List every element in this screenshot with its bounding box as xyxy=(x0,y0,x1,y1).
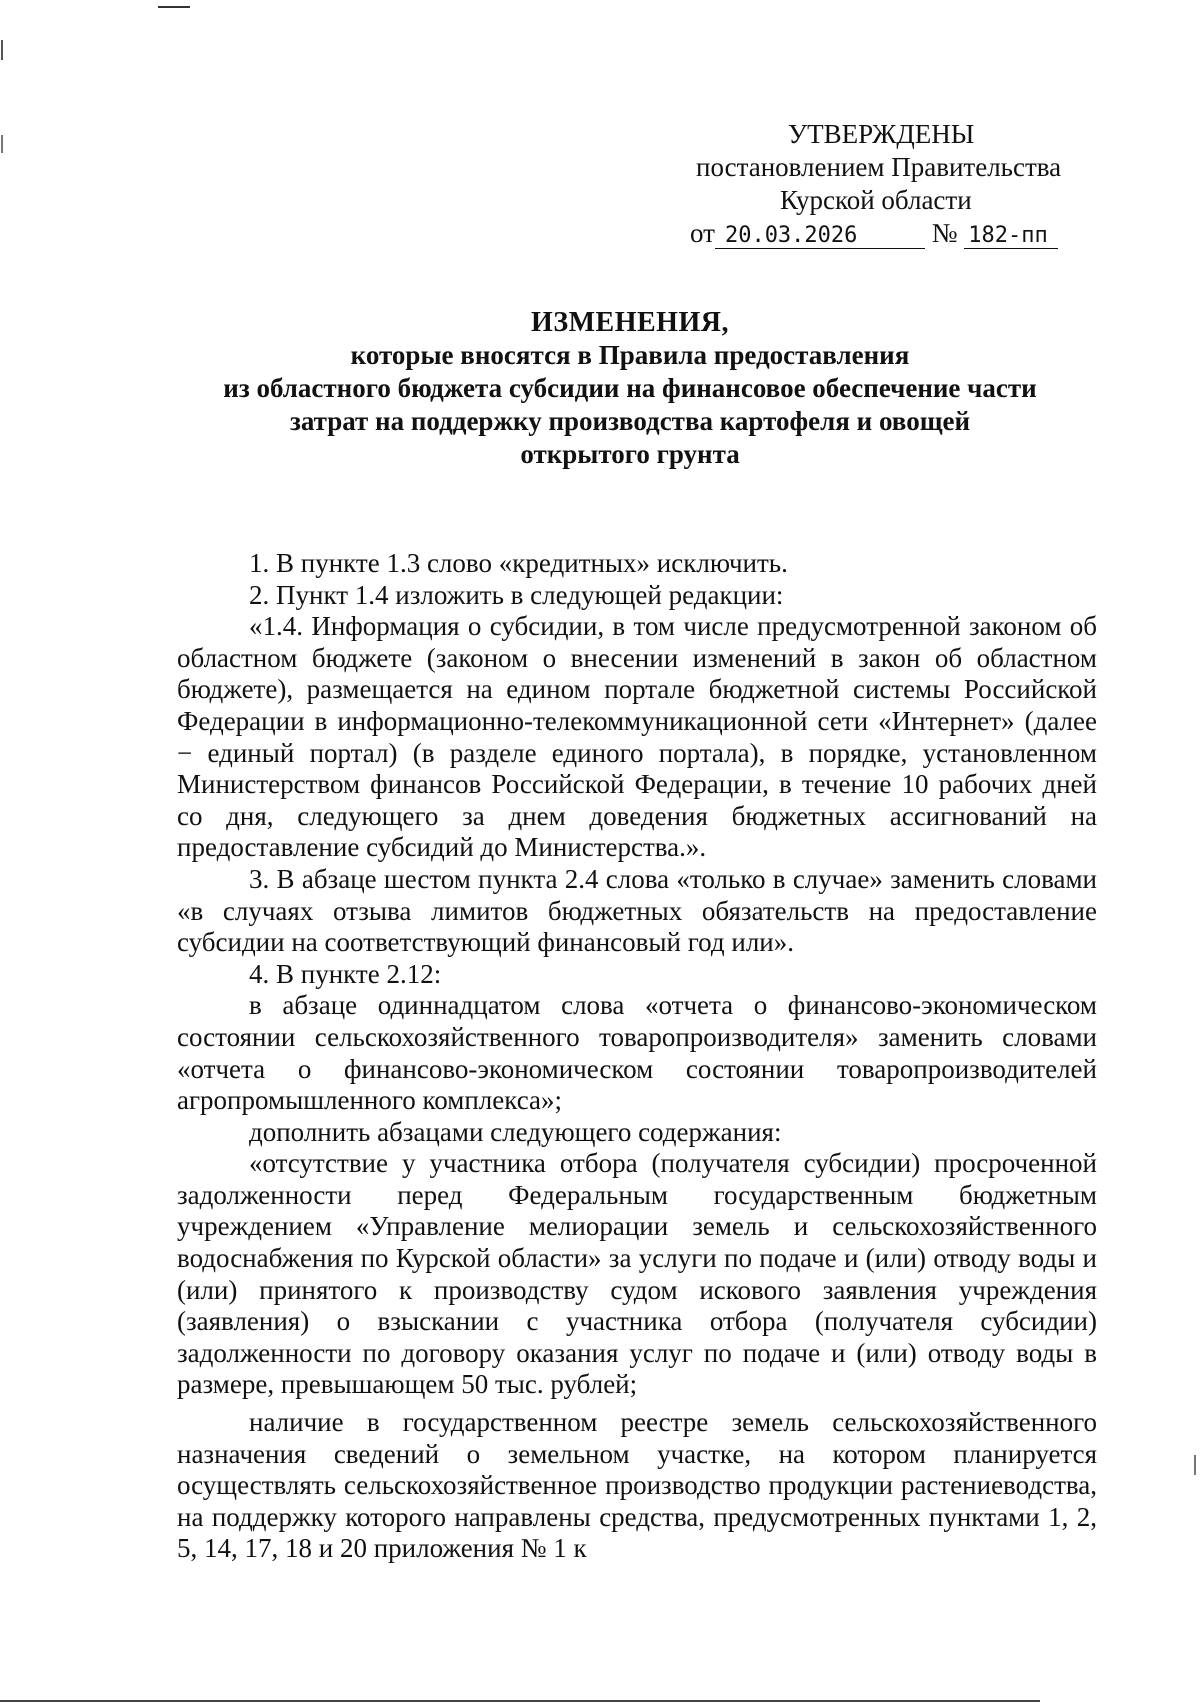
approval-date-number xyxy=(640,217,1100,250)
paragraph-quote-1-4: «1.4. Информация о субсидии, в том числе предусмотренной законом об областном бюджете (законом о внесении изменений в закон об областном бюджете), размещается на едином портале бюджетной системы Российской Федерации в информационно-телекоммуникационной сети «Интернет» (далее − единый портал) (в разделе единого портала), в порядке, установленном Министерством финансов Российской Федерации, в течение 10 рабочих дней со дня, следующего за днем доведения бюджетных ассигнований на предоставление субсидий до Министерства.». xyxy=(177,611,1097,863)
date-prefix: от xyxy=(690,218,715,248)
approval-date: 20.03.2026 xyxy=(715,224,925,249)
paragraph-absence-debt: «отсутствие у участника отбора (получателя субсидии) просроченной задолженности перед Федеральным государственным бюджетным учреждением «Управление мелиорации земель и сельскохозяйственного водоснабжения по Курской области» за услуги по подаче и (или) отводу воды и (или) принятого к производству судом искового заявления учреждения (заявления) о взыскании с участника отбора (получателя субсидии) задолженности по договору оказания услуг по подаче и (или) отводу воды в размере, превышающем 50 тыс. рублей; xyxy=(177,1148,1097,1400)
document-title xyxy=(180,306,1080,471)
paragraph-3: 3. В абзаце шестом пункта 2.4 слова «только в случае» заменить словами «в случаях отзыва лимитов бюджетных обязательств на предоставление субсидии на соответствующий финансовый год или». xyxy=(177,863,1097,958)
title-main: ИЗМЕНЕНИЯ, xyxy=(531,307,729,338)
scan-artifact-edge xyxy=(1194,1455,1196,1475)
scan-artifact-edge xyxy=(1,135,3,153)
approval-resolution: постановлением Правительства xyxy=(696,152,1062,182)
title-line: которые вносятся в Правила предоставления xyxy=(350,340,910,370)
approval-number: 182-пп xyxy=(964,224,1058,249)
paragraph-2: 2. Пункт 1.4 изложить в следующей редакции: xyxy=(249,579,784,610)
scan-artifact-edge xyxy=(1,40,3,60)
document-body xyxy=(177,548,1097,1565)
number-sign: № xyxy=(931,218,958,248)
title-line: из областного бюджета субсидии на финансовое обеспечение части xyxy=(223,373,1037,403)
approval-heading: УТВЕРЖДЕНЫ xyxy=(788,119,975,149)
paragraph-land-registry: наличие в государственном реестре земель сельскохозяйственного назначения сведений о земельном участке, на котором планируется осуществлять сельскохозяйственное производство продукции растениеводства, на поддержку которого направлены средства, предусмотренных пунктами 1, 2, 5, 14, 17, 18 и 20 приложения № 1 к xyxy=(177,1407,1097,1564)
scan-artifact-mark xyxy=(158,6,190,8)
title-line: открытого грунта xyxy=(520,439,740,469)
paragraph-4-abzac-11: в абзаце одиннадцатом слова «отчета о финансово-экономическом состоянии сельскохозяйственного товаропроизводителя» заменить словами «отчета о финансово-экономическом состоянии товаропроизводителей агропромышленного комплекса»; xyxy=(177,990,1097,1116)
paragraph-4: 4. В пункте 2.12: xyxy=(249,958,442,989)
paragraph-1: 1. В пункте 1.3 слово «кредитных» исключить. xyxy=(249,548,788,578)
title-line: затрат на поддержку производства картофеля и овощей xyxy=(289,406,971,436)
paragraph-4-supplement: дополнить абзацами следующего содержания: xyxy=(249,1116,782,1147)
approval-block xyxy=(640,118,1100,250)
scan-artifact-bottom-line xyxy=(0,1700,1040,1702)
approval-region: Курской области xyxy=(780,185,972,215)
